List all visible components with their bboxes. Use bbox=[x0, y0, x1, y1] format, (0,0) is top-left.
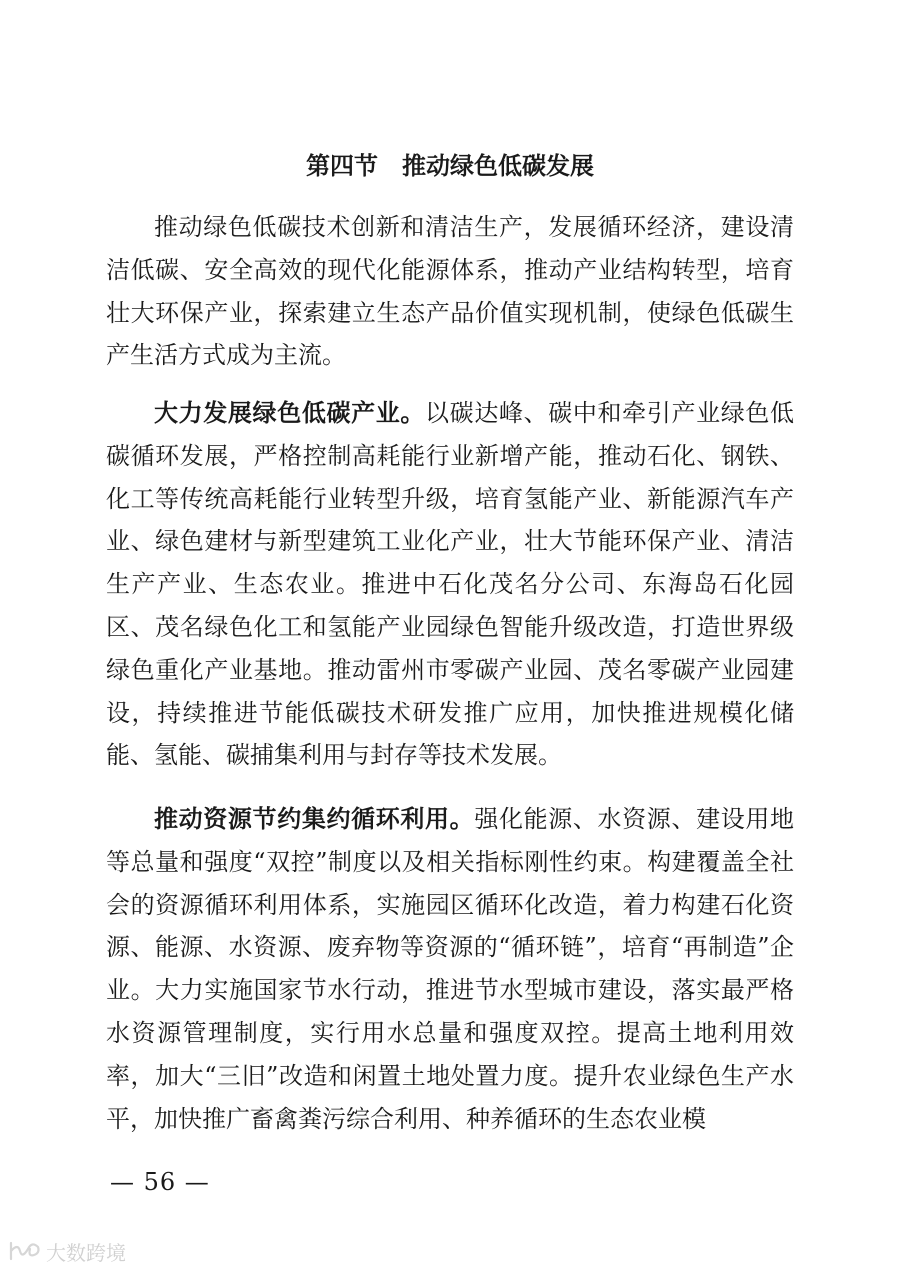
green-industry-paragraph bbox=[106, 392, 794, 777]
paragraph-text: 以碳达峰、碳中和牵引产业绿色低碳循环发展，严格控制高耗能行业新增产能，推动石化、钢铁、化工等传统高耗能行业转型升级，培育氢能产业、新能源汽车产业、绿色建材与新型建筑工业化产业，壮大节能环保产业、清洁生产产业、生态农业。推进中石化茂名分公司、东海岛石化园区、茂名绿色化工和氢能产业园绿色智能升级改造，打造世界级绿色重化产业基地。推动雷州市零碳产业园、茂名零碳产业园建设，持续推进节能低碳技术研发推广应用，加快推进规模化储能、氢能、碳捕集利用与封存等技术发展。 bbox=[106, 399, 795, 770]
watermark bbox=[8, 1236, 126, 1266]
paragraph-lead: 大力发展绿色低碳产业。 bbox=[154, 399, 426, 427]
paragraph-lead: 推动资源节约集约循环利用。 bbox=[154, 805, 475, 833]
page-number: — 56 — bbox=[110, 1168, 210, 1196]
intro-paragraph: 推动绿色低碳技术创新和清洁生产，发展循环经济，建设清洁低碳、安全高效的现代化能源体系，推动产业结构转型，培育壮大环保产业，探索建立生态产品价值实现机制，使绿色低碳生产生活方式成为主流。 bbox=[106, 213, 794, 370]
resource-recycling-paragraph bbox=[106, 798, 794, 1140]
section-heading: 第四节 推动绿色低碳发展 bbox=[306, 152, 594, 180]
paragraph-text: 强化能源、水资源、建设用地等总量和强度“双控”制度以及相关指标刚性约束。构建覆盖全社会的资源循环利用体系，实施园区循环化改造，着力构建石化资源、能源、水资源、废弃物等资源的“循环链”，培育“再制造”企业。大力实施国家节水行动，推进节水型城市建设，落实最严格水资源管理制度，实行用水总量和强度双控。提高土地利用效率，加大“三旧”改造和闲置土地处置力度。提升农业绿色生产水平，加快推广畜禽粪污综合利用、种养循环的生态农业模 bbox=[106, 805, 795, 1133]
intro-paragraph-block bbox=[106, 206, 794, 377]
watermark-text: 大数跨境 bbox=[46, 1240, 126, 1265]
resource-recycling-paragraph-block bbox=[106, 798, 794, 1140]
green-industry-paragraph-block bbox=[106, 392, 794, 777]
brand-logo-icon bbox=[8, 1239, 42, 1263]
